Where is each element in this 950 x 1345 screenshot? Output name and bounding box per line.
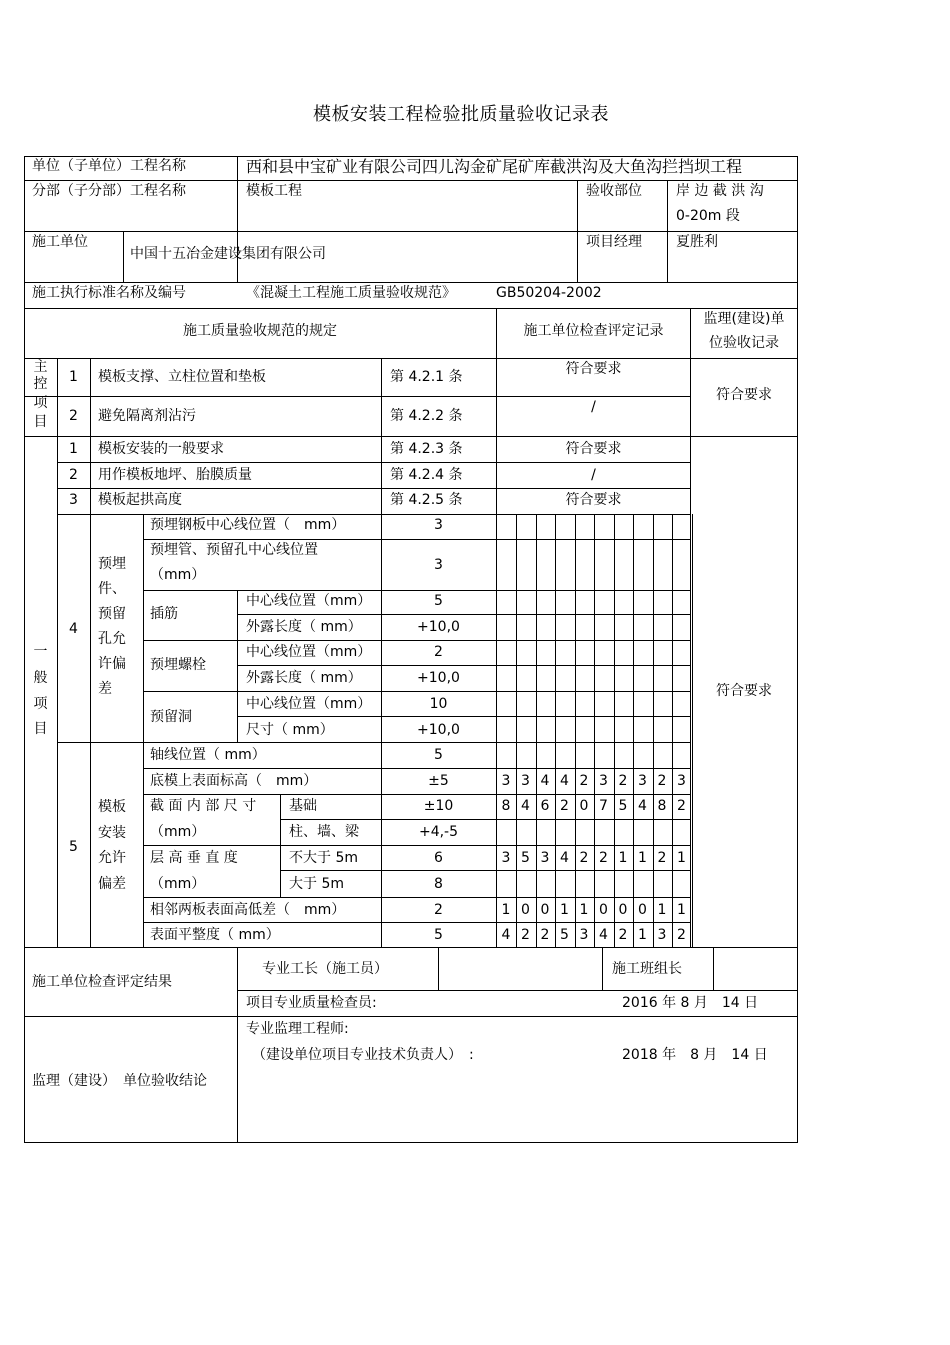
- item-number: 1: [69, 441, 78, 457]
- measurement-cell: 1: [677, 850, 686, 866]
- table-rule-h: [24, 308, 798, 309]
- team-leader-label: 施工班组长: [612, 961, 682, 977]
- tolerance-item: 相邻两板表面高低差（ mm）: [150, 902, 346, 918]
- measurement-cell: 3: [599, 773, 608, 789]
- tolerance-group: 层 高 垂 直 度: [150, 850, 238, 866]
- tolerance-value: 6: [434, 850, 443, 866]
- tolerance-value: 5: [434, 593, 443, 609]
- tolerance-value: 5: [434, 747, 443, 763]
- document-title: 模板安装工程检验批质量验收记录表: [313, 104, 609, 125]
- table-rule-v: [143, 514, 144, 948]
- item-category: 许偏: [98, 656, 126, 672]
- measurement-cell: 2: [560, 798, 569, 814]
- supervisor-date: 2018 年 8 月 14 日: [622, 1047, 768, 1063]
- table-rule-v: [797, 156, 798, 1143]
- table-rule-v: [713, 947, 714, 991]
- unit-label: 单位（子单位）工程名称: [32, 158, 186, 174]
- measurement-cell: 2: [618, 927, 628, 943]
- measurement-cell: 4: [599, 927, 608, 943]
- measurement-cell: 5: [521, 850, 530, 866]
- measurement-cell: 8: [501, 798, 511, 814]
- contractor-result-label: 施工单位检查评定结果: [32, 974, 172, 990]
- item-category: 模板: [98, 799, 126, 815]
- tolerance-value: +10,0: [417, 670, 460, 686]
- tolerance-value: ±10: [423, 798, 454, 814]
- tolerance-value: +10,0: [417, 619, 460, 635]
- supervision-result: 符合要求: [716, 387, 772, 403]
- supervision-result: 符合要求: [716, 683, 772, 699]
- table-rule-v: [237, 590, 238, 743]
- measurement-cell: 4: [560, 850, 569, 866]
- item-result: /: [591, 399, 596, 415]
- measurement-cell: 3: [501, 850, 511, 866]
- item-result: 符合要求: [565, 492, 622, 508]
- measurement-cell: 1: [657, 902, 667, 918]
- tolerance-value: 8: [434, 876, 443, 892]
- measurement-cell: 2: [579, 850, 589, 866]
- acceptance-part-label: 验收部位: [586, 183, 642, 199]
- table-rule-v: [438, 947, 439, 991]
- measurement-cell: 3: [677, 773, 686, 789]
- tolerance-group: 插筋: [150, 606, 178, 622]
- column-head-supervision: 位验收记录: [709, 335, 779, 351]
- measurement-cell: 6: [540, 798, 550, 814]
- measurement-cell: 2: [599, 850, 608, 866]
- measurement-cell: 4: [501, 927, 511, 943]
- inspector-date: 2016 年 8 月 14 日: [622, 995, 759, 1011]
- measurement-cell: 3: [540, 850, 550, 866]
- item-text: 用作模板地坪、胎膜质量: [98, 467, 252, 483]
- table-rule-v: [516, 514, 517, 948]
- item-clause: 第 4.2.1 条: [390, 369, 463, 385]
- item-text: 避免隔离剂沾污: [98, 408, 196, 424]
- measurement-cell: 1: [579, 902, 589, 918]
- item-text: 模板支撑、立柱位置和垫板: [98, 369, 266, 385]
- measurement-cell: 4: [540, 773, 550, 789]
- tolerance-item: 柱、墙、梁: [289, 824, 359, 840]
- contractor-label: 施工单位: [32, 234, 88, 250]
- tolerance-item: 表面平整度（ mm）: [150, 927, 280, 943]
- main-items-label: 主: [33, 359, 48, 375]
- unit-value: 西和县中宝矿业有限公司四儿沟金矿尾矿库截洪沟及大鱼沟拦挡坝工程: [246, 157, 743, 176]
- measurement-cell: 0: [579, 798, 589, 814]
- item-result: 符合要求: [565, 441, 622, 457]
- item-category: 允许: [98, 850, 126, 866]
- general-items-label: 项: [33, 696, 48, 712]
- table-rule-v: [667, 180, 668, 283]
- item-clause: 第 4.2.2 条: [390, 408, 463, 424]
- main-items-label: 目: [33, 414, 48, 430]
- table-rule-v: [280, 794, 281, 898]
- tolerance-value: ±5: [428, 773, 449, 789]
- table-rule-v: [90, 358, 91, 948]
- tolerance-item: 中心线位置（mm）: [246, 593, 372, 609]
- item-category: 偏差: [98, 876, 126, 892]
- tolerance-group: 预埋螺栓: [150, 657, 206, 673]
- measurement-cell: 2: [657, 773, 667, 789]
- standard-name: 《混凝土工程施工质量验收规范》: [246, 285, 456, 301]
- measurement-cell: 3: [501, 773, 511, 789]
- table-rule-v: [692, 514, 693, 948]
- table-rule-v: [653, 514, 654, 948]
- owner-label: （建设单位项目专业技术负责人） :: [252, 1047, 474, 1063]
- tolerance-group: 预留洞: [150, 709, 192, 725]
- measurement-cell: 4: [560, 773, 569, 789]
- measurement-cell: 0: [521, 902, 530, 918]
- table-rule-v: [614, 514, 615, 948]
- measurement-cell: 0: [638, 902, 647, 918]
- tolerance-value: +4,-5: [418, 824, 459, 840]
- tolerance-group: 截 面 内 部 尺 寸: [150, 798, 257, 814]
- general-items-label: 般: [33, 670, 48, 686]
- tolerance-value: 5: [434, 927, 443, 943]
- item-category: 孔允: [98, 631, 126, 647]
- measurement-cell: 5: [618, 798, 628, 814]
- tolerance-item: 大于 5m: [289, 876, 344, 892]
- tolerance-item: 预埋钢板中心线位置（ mm）: [150, 517, 346, 533]
- item-number: 2: [69, 408, 78, 424]
- table-rule-v: [381, 358, 382, 515]
- table-rule-v: [577, 180, 578, 283]
- measurement-cell: 3: [521, 773, 530, 789]
- table-rule-v: [237, 947, 238, 1143]
- tolerance-group: （mm）: [150, 824, 206, 840]
- item-number: 4: [69, 621, 78, 637]
- item-text: 模板安装的一般要求: [98, 441, 224, 457]
- measurement-cell: 0: [618, 902, 628, 918]
- standard-label: 施工执行标准名称及编号: [32, 285, 186, 301]
- item-number: 5: [69, 839, 78, 855]
- column-head-spec: 施工质量验收规范的规定: [183, 323, 337, 339]
- measurement-cell: 2: [618, 773, 628, 789]
- tolerance-item: 外露长度（ mm）: [246, 619, 362, 635]
- measurement-cell: 2: [677, 927, 686, 943]
- tolerance-item: 尺寸（ mm）: [246, 722, 334, 738]
- project-manager-value: 夏胜利: [676, 234, 718, 250]
- tolerance-value: +10,0: [417, 722, 460, 738]
- tolerance-group: （mm）: [150, 876, 206, 892]
- measurement-cell: 2: [677, 798, 686, 814]
- tolerance-item: （mm）: [150, 567, 206, 583]
- table-rule-v: [555, 514, 556, 948]
- sub-label: 分部（子分部）工程名称: [32, 183, 186, 199]
- item-category: 预埋: [98, 556, 126, 572]
- measurement-cell: 4: [521, 798, 530, 814]
- measurement-cell: 3: [657, 927, 667, 943]
- tolerance-value: 3: [434, 517, 443, 533]
- tolerance-item: 底模上表面标高（ mm）: [150, 773, 318, 789]
- measurement-cell: 3: [579, 927, 589, 943]
- table-rule-v: [672, 514, 673, 948]
- table-rule-v: [594, 514, 595, 948]
- sub-value: 模板工程: [246, 183, 302, 199]
- measurement-cell: 8: [657, 798, 667, 814]
- measurement-cell: 1: [638, 850, 647, 866]
- measurement-cell: 1: [638, 927, 647, 943]
- measurement-cell: 3: [638, 773, 647, 789]
- item-clause: 第 4.2.5 条: [390, 492, 463, 508]
- tolerance-item: 中心线位置（mm）: [246, 644, 372, 660]
- item-number: 1: [69, 369, 78, 385]
- tolerance-item: 中心线位置（mm）: [246, 696, 372, 712]
- tolerance-item: 轴线位置（ mm）: [150, 747, 266, 763]
- measurement-cell: 2: [521, 927, 530, 943]
- tolerance-value: 2: [434, 902, 443, 918]
- item-category: 差: [98, 681, 112, 697]
- item-result: 符合要求: [565, 361, 622, 377]
- measurement-cell: 1: [677, 902, 686, 918]
- measurement-cell: 2: [579, 773, 589, 789]
- table-rule-h: [24, 1016, 798, 1017]
- measurement-cell: 1: [501, 902, 511, 918]
- supervision-result-label: 监理（建设） 单位验收结论: [32, 1073, 207, 1089]
- table-rule-h: [24, 1142, 798, 1143]
- supervisor-label: 专业监理工程师:: [246, 1021, 349, 1037]
- item-text: 模板起拱高度: [98, 492, 182, 508]
- item-number: 3: [69, 492, 78, 508]
- table-rule-v: [602, 947, 603, 991]
- measurement-cell: 2: [540, 927, 550, 943]
- measurement-cell: 7: [599, 798, 608, 814]
- tolerance-item: 基础: [289, 798, 317, 814]
- tolerance-item: 外露长度（ mm）: [246, 670, 362, 686]
- tolerance-item: 预埋管、预留孔中心线位置: [150, 542, 318, 558]
- standard-code: GB50204-2002: [496, 285, 602, 301]
- foreman-label: 专业工长（施工员）: [262, 961, 388, 977]
- tolerance-value: 2: [434, 644, 443, 660]
- table-rule-v: [536, 514, 537, 948]
- general-items-label: 一: [33, 644, 48, 660]
- item-clause: 第 4.2.4 条: [390, 467, 463, 483]
- item-number: 2: [69, 467, 78, 483]
- measurement-cell: 2: [657, 850, 667, 866]
- acceptance-part-value: 0-20m 段: [676, 208, 740, 224]
- item-result: /: [591, 467, 596, 483]
- measurement-cell: 4: [638, 798, 647, 814]
- main-items-label: 项: [33, 395, 48, 411]
- measurement-cell: 0: [540, 902, 550, 918]
- tolerance-value: 3: [434, 557, 443, 573]
- acceptance-part-value: 岸 边 截 洪 沟: [676, 183, 764, 199]
- item-category: 预留: [98, 606, 126, 622]
- project-manager-label: 项目经理: [586, 234, 642, 250]
- table-rule-v: [123, 231, 124, 283]
- tolerance-value: 10: [429, 696, 448, 712]
- inspector-label: 项目专业质量检查员:: [246, 995, 377, 1011]
- column-head-supervision: 监理(建设)单: [703, 311, 785, 327]
- column-head-check: 施工单位检查评定记录: [523, 323, 664, 339]
- measurement-cell: 1: [560, 902, 569, 918]
- contractor-value: 中国十五冶金建设集团有限公司: [130, 246, 326, 262]
- item-category: 件、: [98, 581, 126, 597]
- general-items-label: 目: [33, 721, 48, 737]
- tolerance-item: 不大于 5m: [289, 850, 358, 866]
- measurement-cell: 5: [560, 927, 569, 943]
- item-category: 安装: [98, 825, 126, 841]
- item-clause: 第 4.2.3 条: [390, 441, 463, 457]
- table-rule-v: [633, 514, 634, 948]
- measurement-cell: 0: [599, 902, 608, 918]
- table-rule-v: [575, 514, 576, 948]
- main-items-label: 控: [33, 376, 48, 392]
- measurement-cell: 1: [618, 850, 628, 866]
